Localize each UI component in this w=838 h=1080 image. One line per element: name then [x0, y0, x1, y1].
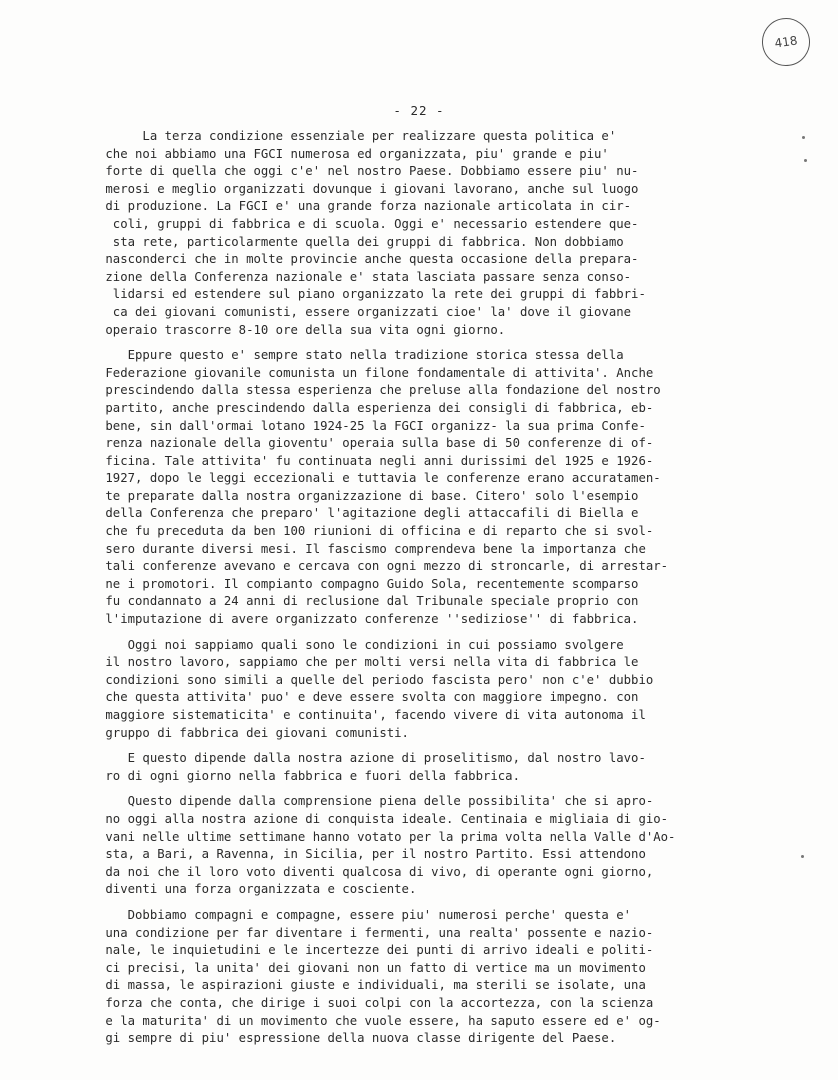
text-line: sta, a Bari, a Ravenna, in Sicilia, per il nostro Partito. Essi attendono: [98, 847, 646, 862]
text-line: Questo dipende dalla comprensione piena delle possibilita' che si apro-: [98, 794, 654, 809]
text-line: che questa attivita' puo' e deve essere svolta con maggiore impegno. con: [98, 690, 639, 705]
text-line: Dobbiamo compagni e compagne, essere piu' numerosi perche' questa e': [98, 907, 632, 922]
paragraph: [98, 793, 728, 899]
text-line: sero durante diversi mesi. Il fascismo comprendeva bene la importanza che: [98, 541, 646, 556]
text-line: renza nazionale della gioventu' operaia sulla base di 50 conferenze di of-: [98, 436, 654, 451]
margin-mark: [801, 855, 804, 858]
text-line: operaio trascorre 8-10 ore della sua vita ogni giorno.: [98, 322, 506, 337]
text-line: da noi che il loro voto diventi qualcosa di vivo, di operante ogni giorno,: [98, 864, 654, 879]
text-line: che fu preceduta da ben 100 riunioni di officina e di reparto che si svol-: [98, 524, 654, 539]
text-line: no oggi alla nostra azione di conquista ideale. Centinaia e migliaia di gio-: [98, 811, 669, 826]
archive-stamp: 418: [759, 15, 813, 69]
text-line: e la maturita' di un movimento che vuole essere, ha saputo essere ed e' og-: [98, 1013, 661, 1028]
paragraph: [98, 907, 728, 1048]
margin-mark: [802, 136, 805, 139]
document-body: [98, 128, 728, 1056]
text-line: di produzione. La FGCI e' una grande forza nazionale articolata in cir-: [98, 199, 632, 214]
text-line: nale, le inquietudini e le incertezze dei punti di arrivo ideali e politi-: [98, 943, 654, 958]
text-line: ro di ogni giorno nella fabbrica e fuori della fabbrica.: [98, 768, 520, 783]
text-line: vani nelle ultime settimane hanno votato per la prima volta nella Valle d'Ao-: [98, 829, 676, 844]
text-line: maggiore sistematicita' e continuita', facendo vivere di vita autonoma il: [98, 708, 646, 722]
text-line: gruppo di fabbrica dei giovani comunisti.: [98, 725, 409, 740]
paragraph: [98, 347, 728, 629]
paragraph: [98, 128, 728, 339]
text-line: tali conferenze avevano e cercava con ogni mezzo di stroncarle, di arrestar-: [98, 559, 669, 574]
text-line: nasconderci che in molte provincie anche questa occasione della prepara-: [98, 252, 639, 267]
text-line: coli, gruppi di fabbrica e di scuola. Oggi e' necessario estendere que-: [98, 216, 639, 231]
text-line: Federazione giovanile comunista un filone fondamentale di attivita'. Anche: [98, 365, 654, 380]
text-line: condizioni sono simili a quelle del periodo fascista pero' non c'e' dubbio: [98, 672, 654, 687]
text-line: il nostro lavoro, sappiamo che per molti versi nella vita di fabbrica le: [98, 655, 639, 670]
text-line: che noi abbiamo una FGCI numerosa ed organizzata, piu' grande e piu': [98, 146, 609, 161]
text-line: Oggi noi sappiamo quali sono le condizioni in cui possiamo svolgere: [98, 637, 624, 652]
text-line: Eppure questo e' sempre stato nella tradizione storica stessa della: [98, 348, 624, 363]
text-line: lidarsi ed estendere sul piano organizzato la rete dei gruppi di fabbri-: [98, 287, 646, 302]
text-line: fu condannato a 24 anni di reclusione dal Tribunale speciale proprio con: [98, 594, 639, 609]
text-line: l'imputazione di avere organizzato conferenze ''sediziose'' di fabbrica.: [98, 612, 639, 627]
text-line: La terza condizione essenziale per realizzare questa politica e': [98, 129, 617, 143]
text-line: ca dei giovani comunisti, essere organizzati cioe' la' dove il giovane: [98, 304, 632, 319]
text-line: ci precisi, la unita' dei giovani non un fatto di vertice ma un movimento: [98, 960, 646, 975]
text-line: una condizione per far diventare i fermenti, una realta' possente e nazio-: [98, 925, 654, 940]
text-line: diventi una forza organizzata e cosciente.: [98, 882, 417, 897]
margin-mark: [804, 159, 807, 162]
text-line: partito, anche prescindendo dalla esperienza dei consigli di fabbrica, eb-: [98, 400, 654, 415]
text-line: della Conferenza che preparo' l'agitazione degli attaccafili di Biella e: [98, 506, 639, 521]
text-line: 1927, dopo le leggi eccezionali e tuttavia le conferenze erano accuratamen-: [98, 471, 661, 486]
text-line: te preparate dalla nostra organizzazione di base. Citero' solo l'esempio: [98, 488, 639, 503]
text-line: prescindendo dalla stessa esperienza che preluse alla fondazione del nostro: [98, 383, 661, 398]
paragraph: [98, 750, 728, 785]
text-line: sta rete, particolarmente quella dei gruppi di fabbrica. Non dobbiamo: [98, 234, 624, 249]
text-line: E questo dipende dalla nostra azione di proselitismo, dal nostro lavo-: [98, 751, 646, 766]
paragraph: [98, 637, 728, 743]
text-line: forza che conta, che dirige i suoi colpi con la accortezza, con la scienza: [98, 995, 654, 1010]
text-line: bene, sin dall'ormai lotano 1924-25 la FGCI organizz- la sua prima Confe-: [98, 418, 646, 433]
text-line: gi sempre di piu' espressione della nuova classe dirigente del Paese.: [98, 1031, 617, 1046]
page-number: - 22 -: [393, 103, 445, 118]
text-line: ficina. Tale attivita' fu continuata negli anni durissimi del 1925 e 1926-: [98, 453, 654, 468]
text-line: forte di quella che oggi c'e' nel nostro Paese. Dobbiamo essere piu' nu-: [98, 164, 639, 179]
text-line: zione della Conferenza nazionale e' stata lasciata passare senza conso-: [98, 269, 632, 284]
text-line: ne i promotori. Il compianto compagno Guido Sola, recentemente scomparso: [98, 576, 639, 591]
text-line: merosi e meglio organizzati dovunque i giovani lavorano, anche sul luogo: [98, 181, 639, 196]
text-line: di massa, le aspirazioni giuste e individuali, ma sterili se isolate, una: [98, 978, 646, 993]
